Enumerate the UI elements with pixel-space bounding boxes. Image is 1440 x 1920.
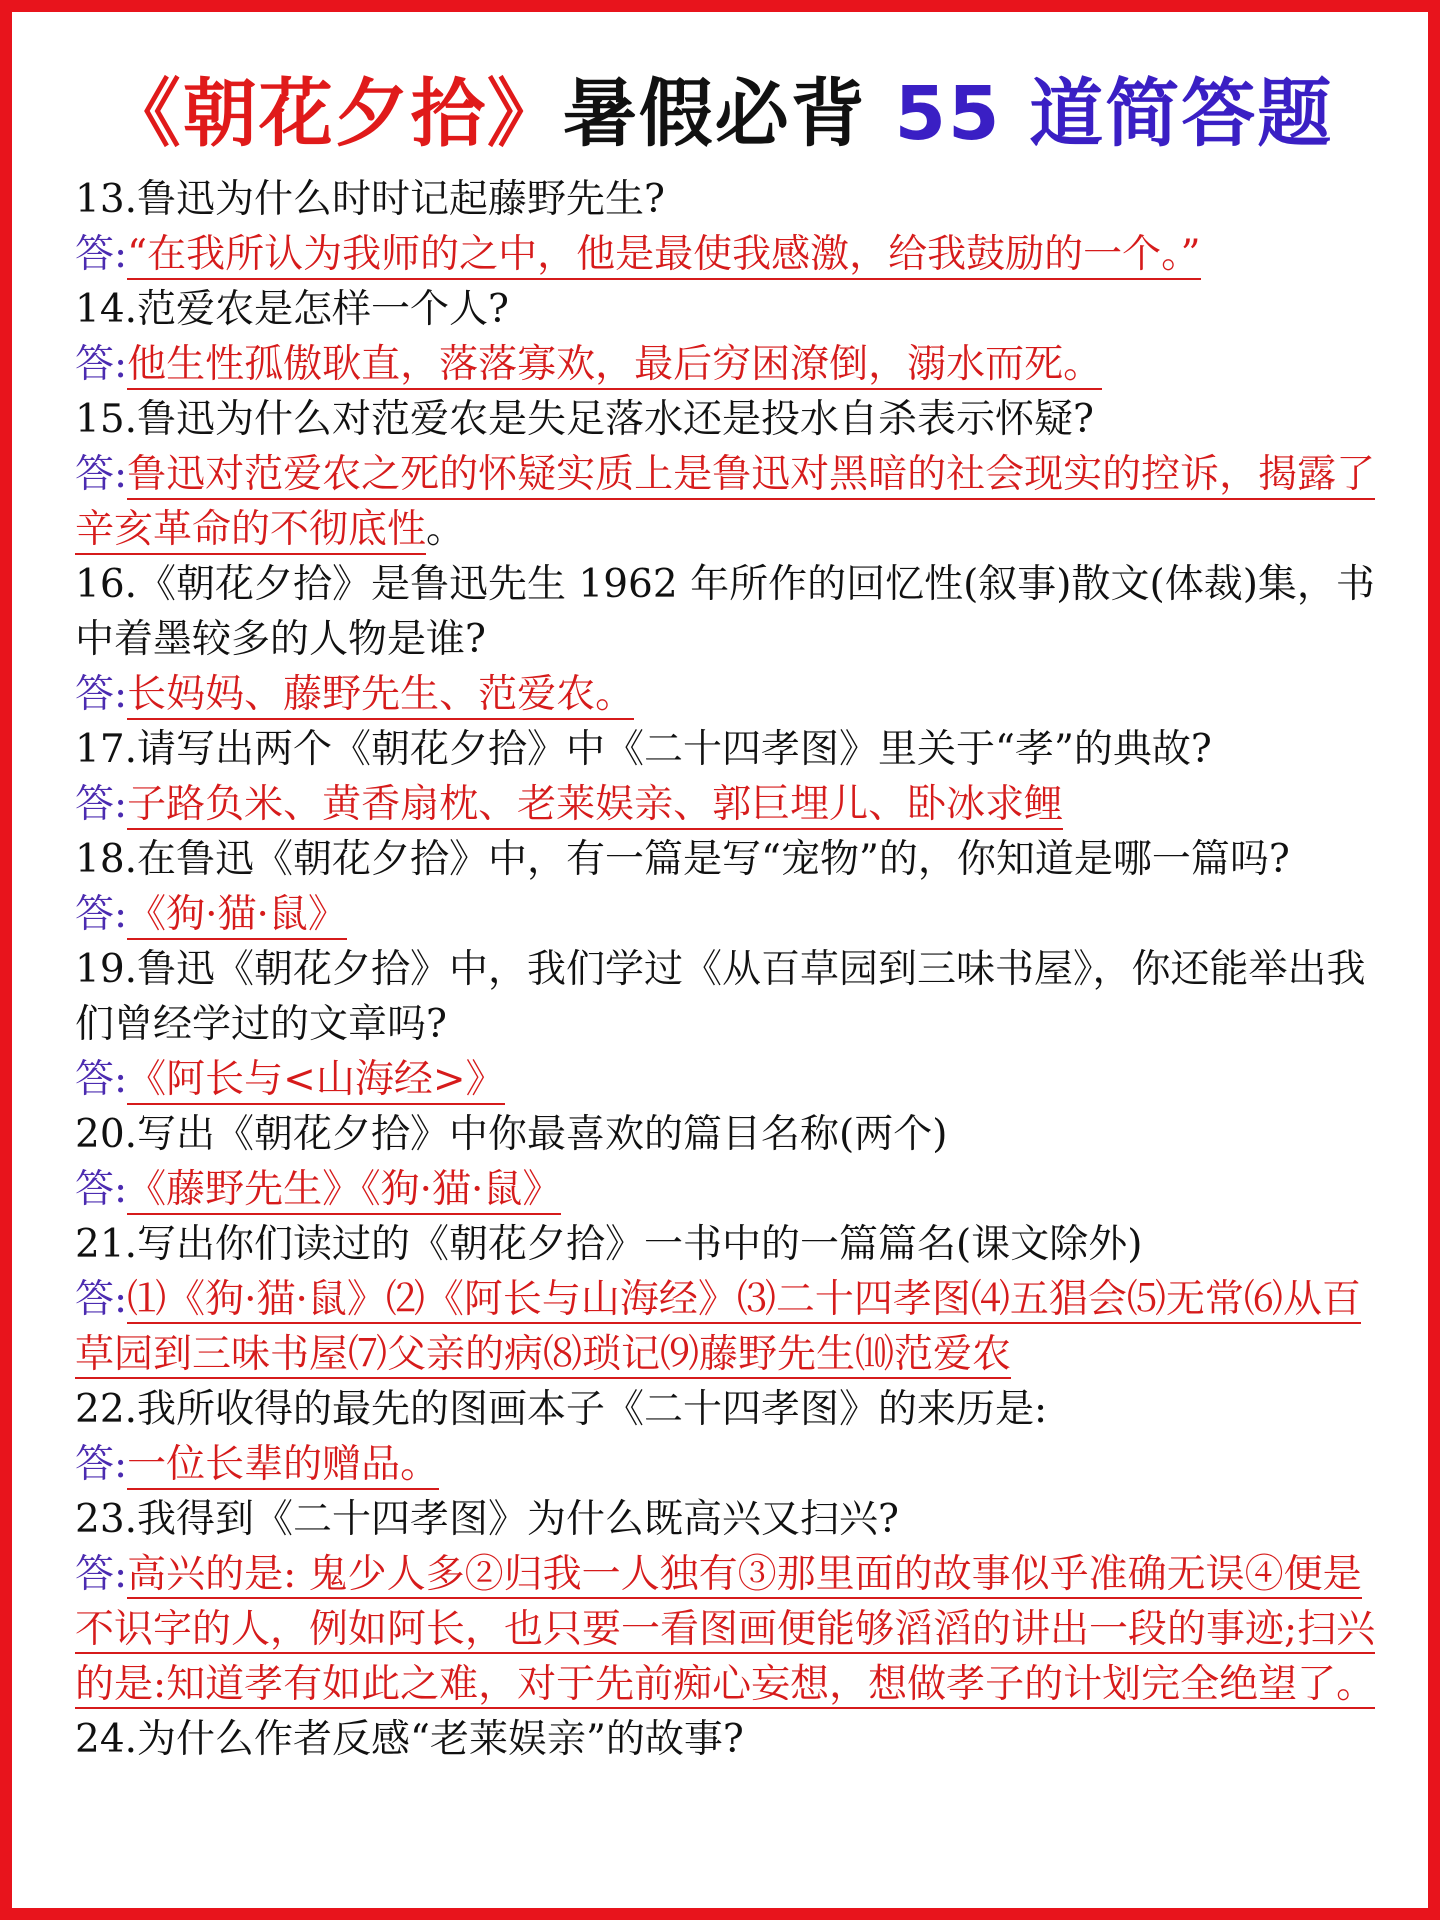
qa-list xyxy=(75,172,1385,1767)
answer-text: 子路负米、黄香扇枕、老莱娱亲、郭巨埋儿、卧冰求鲤 xyxy=(127,782,1063,830)
answer xyxy=(75,667,1385,722)
question: 21.写出你们读过的《朝花夕拾》一书中的一篇篇名(课文除外) xyxy=(75,1222,1143,1267)
question: 17.请写出两个《朝花夕拾》中《二十四孝图》里关于“孝”的典故? xyxy=(75,727,1212,772)
answer xyxy=(75,447,1385,557)
question: 24.为什么作者反感“老莱娱亲”的故事? xyxy=(75,1717,744,1762)
answer-prefix: 答: xyxy=(75,1552,128,1597)
answer xyxy=(75,1272,1385,1382)
question: 19.鲁迅《朝花夕拾》中，我们学过《从百草园到三味书屋》，你还能举出我们曾经学过的文章吗? xyxy=(75,947,1366,1047)
title-main: 暑假必背 xyxy=(562,71,867,157)
answer xyxy=(75,1162,1385,1217)
question: 16.《朝花夕拾》是鲁迅先生 1962 年所作的回忆性(叙事)散文(体裁)集，书中着墨较多的人物是谁? xyxy=(75,562,1375,662)
answer-text: 鲁迅对范爱农之死的怀疑实质上是鲁迅对黑暗的社会现实的控诉，揭露了辛亥革命的不彻底性 xyxy=(75,452,1375,555)
answer-prefix: 答: xyxy=(75,342,128,387)
answer xyxy=(75,227,1385,282)
answer-prefix: 答: xyxy=(75,1057,128,1102)
answer-text: “在我所认为我师的之中，他是最使我感激，给我鼓励的一个。” xyxy=(127,232,1200,280)
question: 22.我所收得的最先的图画本子《二十四孝图》的来历是: xyxy=(75,1387,1048,1432)
answer xyxy=(75,1052,1385,1107)
answer-text: 《阿长与<山海经>》 xyxy=(127,1057,504,1105)
answer-text: ⑴《狗·猫·鼠》⑵《阿长与山海经》⑶二十四孝图⑷五猖会⑸无常⑹从百草园到三味书屋⑺父亲的病⑻琐记⑼藤野先生⑽范爱农 xyxy=(75,1277,1361,1377)
answer xyxy=(75,887,1385,942)
answer-prefix: 答: xyxy=(75,232,128,277)
answer-text: 一位长辈的赠品。 xyxy=(127,1442,439,1490)
answer-prefix: 答: xyxy=(75,1167,128,1212)
question: 15.鲁迅为什么对范爱农是失足落水还是投水自杀表示怀疑? xyxy=(75,397,1094,442)
answer xyxy=(75,1547,1385,1712)
answer-text: 《狗·猫·鼠》 xyxy=(127,892,347,940)
answer xyxy=(75,1437,1385,1492)
question: 14.范爱农是怎样一个人? xyxy=(75,287,509,332)
answer-prefix: 答: xyxy=(75,782,128,827)
answer-text: 高兴的是: 鬼少人多②归我一人独有③那里面的故事似乎准确无误④便是不识字的人，例如阿长，也只要一看图画便能够滔滔的讲出一段的事迹;扫兴的是:知道孝有如此之难，对于先前痴心妄想，想做孝子的计划完全绝望了。 xyxy=(75,1552,1376,1707)
answer-text: 他生性孤傲耿直，落落寡欢，最后穷困潦倒，溺水而死。 xyxy=(127,342,1102,390)
answer-text: 《藤野先生》《狗·猫·鼠》 xyxy=(127,1167,561,1215)
page-title xyxy=(12,12,1428,162)
answer-text: 长妈妈、藤野先生、范爱农。 xyxy=(127,672,634,720)
question: 20.写出《朝花夕拾》中你最喜欢的篇目名称(两个) xyxy=(75,1112,948,1157)
answer-tail: 。 xyxy=(426,507,466,552)
question: 18.在鲁迅《朝花夕拾》中，有一篇是写“宠物”的，你知道是哪一篇吗? xyxy=(75,837,1290,882)
title-book: 《朝花夕拾》 xyxy=(106,71,563,157)
answer xyxy=(75,777,1385,832)
question: 23.我得到《二十四孝图》为什么既高兴又扫兴? xyxy=(75,1497,899,1542)
answer xyxy=(75,337,1385,392)
answer-prefix: 答: xyxy=(75,452,128,497)
answer-prefix: 答: xyxy=(75,892,128,937)
question: 13.鲁迅为什么时时记起藤野先生? xyxy=(75,177,665,222)
title-count: 55 道简答题 xyxy=(894,71,1334,157)
answer-prefix: 答: xyxy=(75,1442,128,1487)
answer-prefix: 答: xyxy=(75,1277,128,1322)
answer-prefix: 答: xyxy=(75,672,128,717)
